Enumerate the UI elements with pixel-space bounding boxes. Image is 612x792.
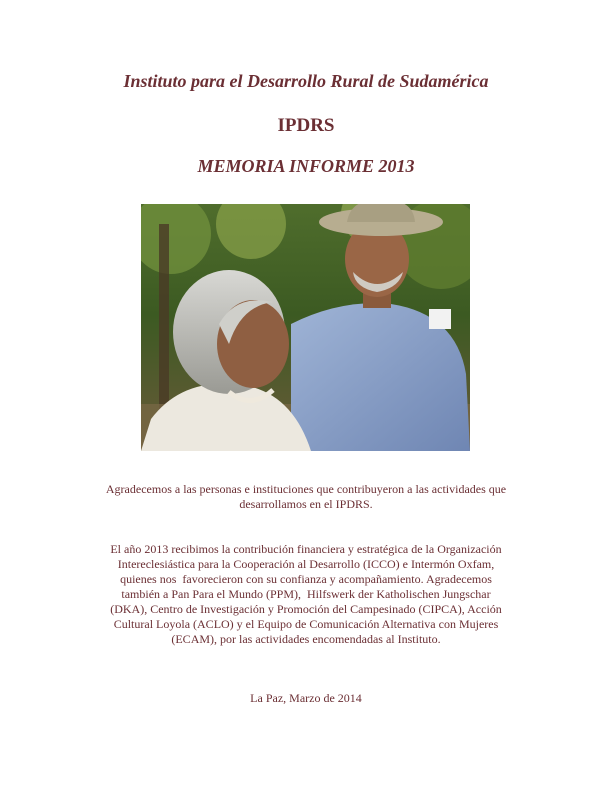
place-and-date: La Paz, Marzo de 2014	[250, 691, 362, 705]
thanks-line: desarrollamos en el IPDRS.	[239, 497, 373, 511]
contrib-line: quienes nos favorecieron con su confianza y acompañamiento. Agradecemos	[120, 572, 492, 586]
institute-acronym: IPDRS	[277, 115, 335, 136]
contributions-paragraph	[70, 542, 542, 647]
contrib-line: Intereclesiástica para la Cooperación al Desarrollo (ICCO) e Intermón Oxfam,	[117, 557, 495, 571]
report-title: MEMORIA INFORME 2013	[197, 156, 415, 176]
contrib-line: también a Pan Para el Mundo (PPM), Hilfswerk der Katholischen Jungschar	[121, 587, 491, 601]
thanks-paragraph	[70, 482, 542, 512]
contrib-line: (DKA), Centro de Investigación y Promoción del Campesinado (CIPCA), Acción	[110, 602, 502, 616]
photo-elderly-woman-and-man-outdoors-icon	[141, 204, 470, 451]
cover-photo	[141, 204, 470, 451]
contrib-line: El año 2013 recibimos la contribución financiera y estratégica de la Organización	[110, 542, 502, 556]
contrib-line: Cultural Loyola (ACLO) y el Equipo de Comunicación Alternativa con Mujeres	[113, 617, 499, 631]
contrib-line: (ECAM), por las actividades encomendadas al Instituto.	[171, 632, 441, 646]
institute-name: Instituto para el Desarrollo Rural de Sudamérica	[123, 71, 489, 91]
thanks-line: Agradecemos a las personas e instituciones que contribuyeron a las actividades que	[105, 482, 507, 496]
